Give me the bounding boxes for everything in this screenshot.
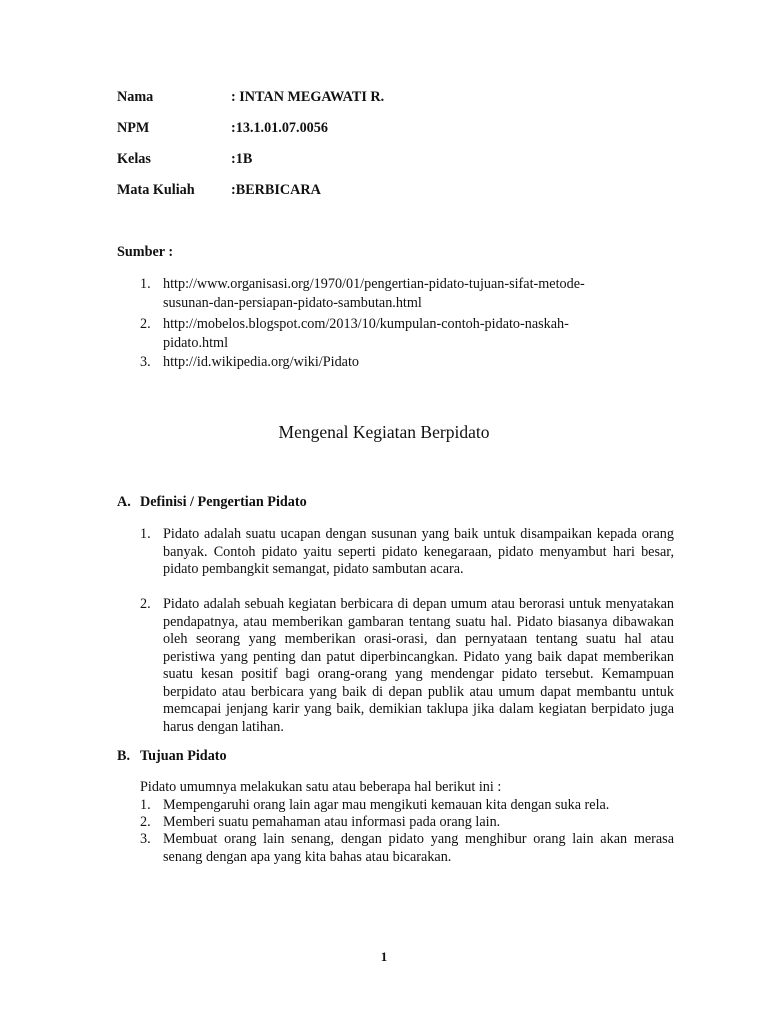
purpose-item: Membuat orang lain senang, dengan pidato yang menghibur orang lain akan merasa senang dengan apa yang kita bahas atau bicarakan. — [163, 831, 674, 865]
npm-value: :13.1.01.07.0056 — [231, 120, 328, 136]
source-link: http://www.organisasi.org/1970/01/pengertian-pidato-tujuan-sifat-metode- — [163, 276, 585, 292]
definition-number: 2. — [140, 596, 151, 612]
sources-heading: Sumber : — [117, 244, 174, 260]
source-link: http://id.wikipedia.org/wiki/Pidato — [163, 354, 359, 370]
purpose-number: 1. — [140, 797, 151, 813]
section-b-letter: B. — [117, 748, 131, 764]
definition-paragraph: Pidato adalah suatu ucapan dengan susunan yang baik untuk disampaikan kepada orang banyak. Contoh pidato yaitu seperti pidato kenegaraan, pidato menyambut hari besar, pidato pembangkit semangat, pidato sambutan acara. — [163, 526, 674, 577]
course-value: :BERBICARA — [231, 182, 321, 198]
source-link-continued: pidato.html — [163, 335, 229, 351]
name-label: Nama — [117, 89, 154, 105]
page-title: Mengenal Kegiatan Berpidato — [278, 422, 490, 442]
source-number: 3. — [140, 354, 151, 370]
section-b-heading: Tujuan Pidato — [140, 748, 227, 764]
purpose-intro: Pidato umumnya melakukan satu atau beberapa hal berikut ini : — [140, 779, 502, 795]
source-number: 1. — [140, 276, 151, 292]
page-number: 1 — [380, 949, 388, 964]
course-label: Mata Kuliah — [117, 182, 195, 198]
class-label: Kelas — [117, 151, 151, 167]
name-value: : INTAN MEGAWATI R. — [231, 89, 385, 105]
npm-label: NPM — [117, 120, 150, 136]
purpose-number: 2. — [140, 814, 151, 830]
purpose-number: 3. — [140, 831, 151, 847]
definition-number: 1. — [140, 526, 151, 542]
source-link-continued: susunan-dan-persiapan-pidato-sambutan.html — [163, 295, 422, 311]
source-link: http://mobelos.blogspot.com/2013/10/kumpulan-contoh-pidato-naskah- — [163, 316, 569, 332]
source-number: 2. — [140, 316, 151, 332]
class-value: :1B — [231, 151, 253, 167]
section-a-heading: Definisi / Pengertian Pidato — [140, 494, 307, 510]
purpose-item: Mempengaruhi orang lain agar mau mengikuti kemauan kita dengan suka rela. — [163, 797, 610, 813]
purpose-item: Memberi suatu pemahaman atau informasi pada orang lain. — [163, 814, 501, 830]
section-a-letter: A. — [117, 494, 131, 510]
definition-paragraph: Pidato adalah sebuah kegiatan berbicara di depan umum atau berorasi untuk menyatakan pendapatnya, atau memberikan gambaran tentang suatu hal. Pidato biasanya dibawakan oleh seorang yang memberikan orasi-orasi, dan pernyataan tentang suatu hal atau peristiwa yang penting dan patut diperbincangkan. Pidato yang baik dapat memberikan suatu kesan positif bagi orang-orang yang mendengar pidato tersebut. Kemampuan berpidato atau berbicara yang baik di depan publik atau umum dapat membantu untuk memcapai jenjang karir yang baik, demikian taklupa jika dalam kegiatan berpidato juga harus dengan latihan. — [163, 596, 674, 735]
